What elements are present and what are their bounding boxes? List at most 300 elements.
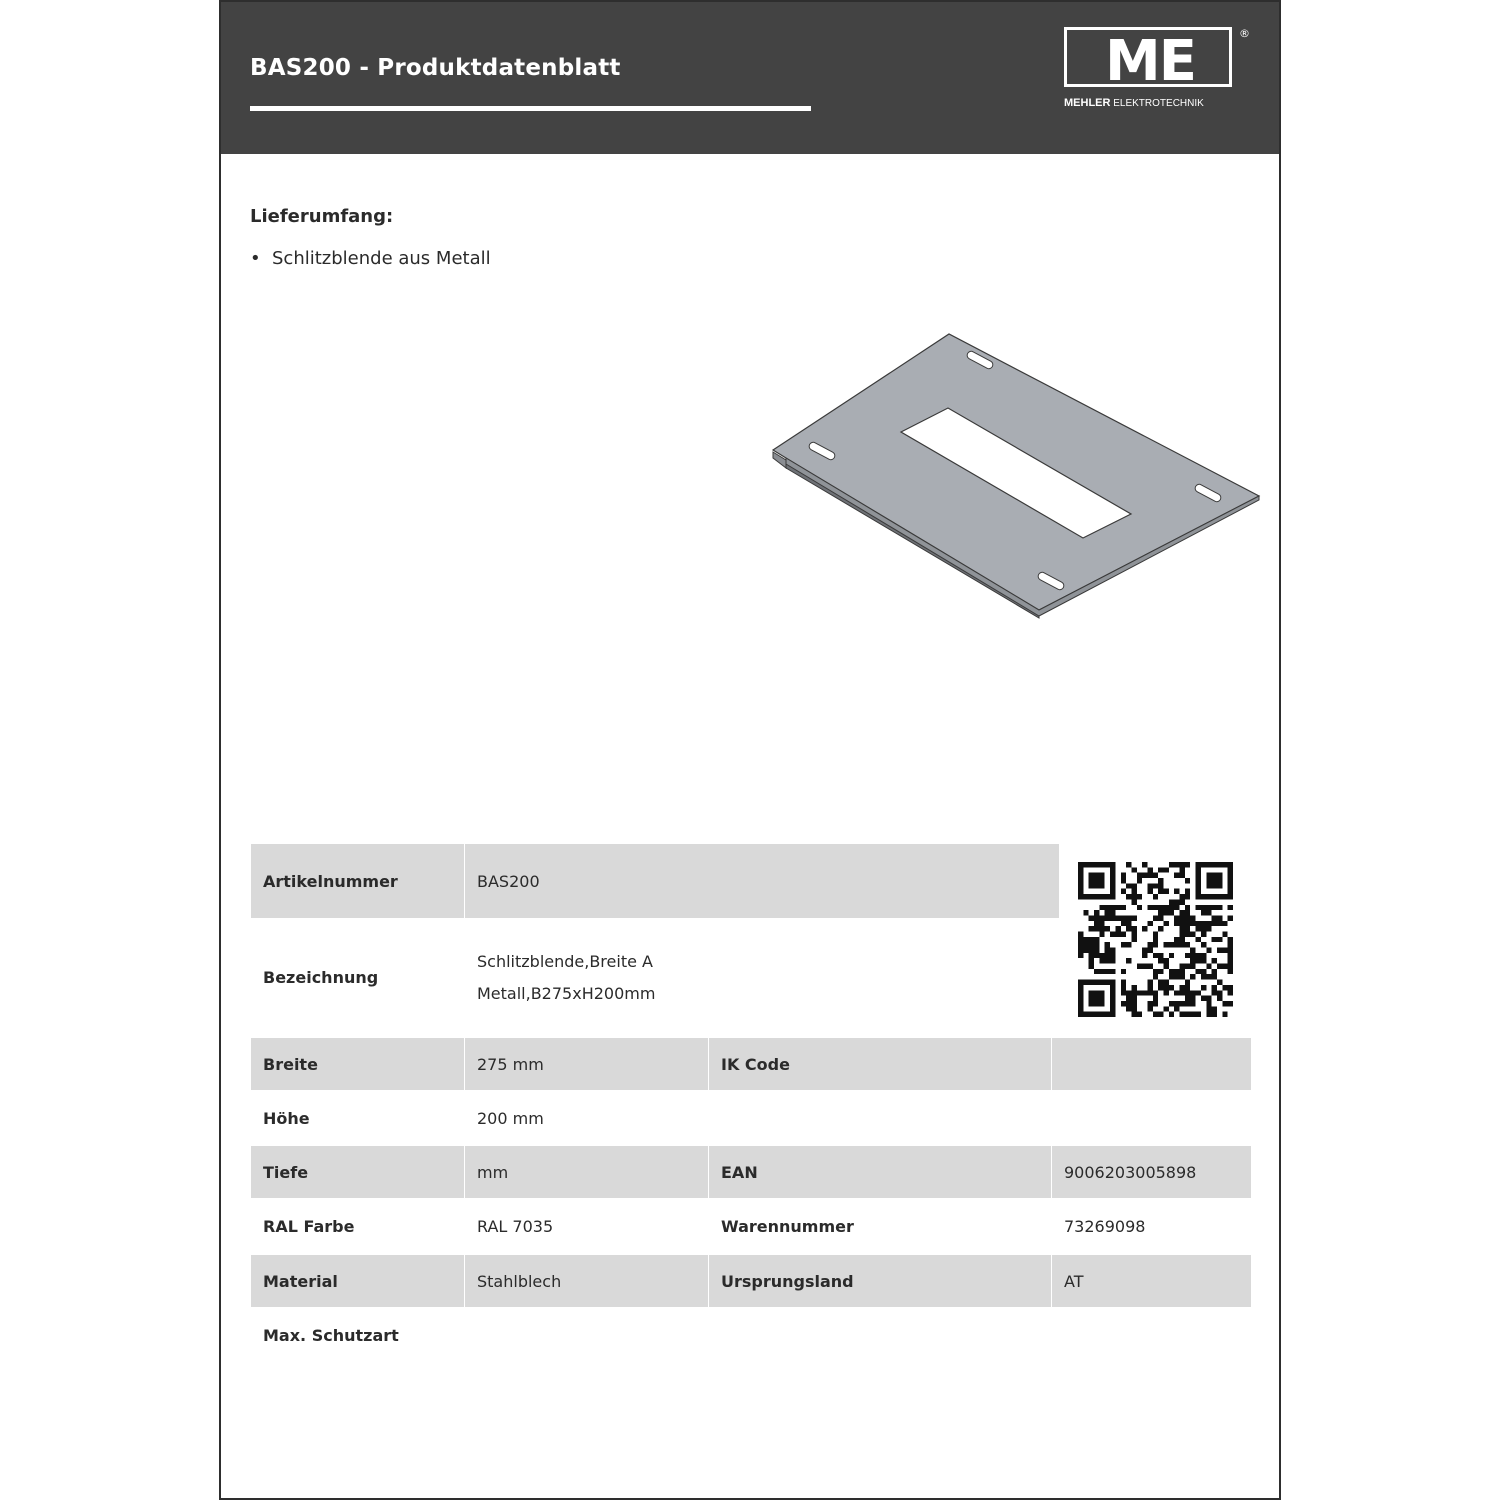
qr-module [1078, 878, 1083, 883]
qr-module [1174, 921, 1179, 926]
qr-module [1078, 942, 1083, 947]
qr-module [1110, 990, 1115, 995]
qr-module [1121, 915, 1126, 920]
qr-module [1180, 974, 1185, 979]
qr-module [1212, 985, 1217, 990]
qr-module [1142, 862, 1147, 867]
logo-me-mark [1074, 35, 1226, 83]
qr-module [1180, 899, 1185, 904]
qr-module [1083, 980, 1088, 985]
qr-module [1201, 996, 1206, 1001]
qr-module [1153, 974, 1158, 979]
qr-module [1201, 953, 1206, 958]
qr-module [1153, 1001, 1158, 1006]
qr-module [1217, 878, 1222, 883]
qr-module [1121, 969, 1126, 974]
qr-module [1196, 921, 1201, 926]
product-image [771, 330, 1261, 622]
qr-module [1185, 878, 1190, 883]
qr-module [1099, 894, 1104, 899]
qr-module [1174, 915, 1179, 920]
qr-module [1217, 883, 1222, 888]
qr-module [1083, 862, 1088, 867]
qr-module [1212, 958, 1217, 963]
qr-module [1196, 990, 1201, 995]
bullet-icon: • [250, 248, 261, 269]
qr-module [1206, 964, 1211, 969]
qr-module [1147, 921, 1152, 926]
qr-module [1180, 1001, 1185, 1006]
qr-module [1164, 1006, 1169, 1011]
qr-module [1185, 980, 1190, 985]
qr-module [1089, 948, 1094, 953]
qr-module [1228, 953, 1233, 958]
scope-item [250, 248, 491, 269]
qr-module [1126, 894, 1131, 899]
qr-module [1105, 958, 1110, 963]
qr-module [1110, 931, 1115, 936]
logo-sub-text: ELEKTROTECHNIK [1113, 98, 1204, 109]
qr-module [1078, 1006, 1083, 1011]
qr-module [1147, 867, 1152, 872]
qr-module [1105, 862, 1110, 867]
qr-module [1094, 948, 1099, 953]
qr-module [1089, 996, 1094, 1001]
qr-module [1174, 942, 1179, 947]
qr-module [1110, 969, 1115, 974]
qr-module [1142, 873, 1147, 878]
qr-module [1201, 926, 1206, 931]
qr-module [1126, 862, 1131, 867]
qr-module [1137, 990, 1142, 995]
qr-module [1169, 953, 1174, 958]
qr-module [1089, 937, 1094, 942]
qr-module [1206, 905, 1211, 910]
qr-module [1196, 958, 1201, 963]
qr-module [1180, 990, 1185, 995]
qr-module [1126, 942, 1131, 947]
qr-module [1153, 1012, 1158, 1017]
qr-module [1164, 942, 1169, 947]
qr-module [1201, 910, 1206, 915]
qr-module [1164, 964, 1169, 969]
logo-subtitle [1064, 97, 1204, 109]
qr-module [1206, 1006, 1211, 1011]
registered-mark: ® [1239, 27, 1250, 40]
qr-module [1147, 889, 1152, 894]
qr-module [1115, 926, 1120, 931]
depth-value: mm [465, 1146, 708, 1198]
qr-module [1131, 889, 1136, 894]
qr-module [1099, 873, 1104, 878]
qr-module [1078, 894, 1083, 899]
qr-module [1089, 878, 1094, 883]
qr-module [1206, 873, 1211, 878]
qr-module [1217, 905, 1222, 910]
qr-module [1153, 915, 1158, 920]
qr-module [1089, 926, 1094, 931]
qr-module [1185, 921, 1190, 926]
qr-module [1099, 996, 1104, 1001]
qr-module [1126, 1006, 1131, 1011]
qr-module [1185, 915, 1190, 920]
qr-module [1110, 953, 1115, 958]
qr-module [1105, 953, 1110, 958]
qr-module [1206, 862, 1211, 867]
qr-module [1228, 889, 1233, 894]
qr-module [1099, 921, 1104, 926]
qr-module [1190, 931, 1195, 936]
qr-module [1228, 1001, 1233, 1006]
qr-module [1153, 953, 1158, 958]
qr-module [1078, 889, 1083, 894]
title-underline [250, 106, 811, 111]
qr-module [1180, 921, 1185, 926]
qr-module [1153, 883, 1158, 888]
ean-value: 9006203005898 [1052, 1146, 1251, 1198]
qr-module [1180, 969, 1185, 974]
qr-module [1121, 873, 1126, 878]
qr-module [1206, 1001, 1211, 1006]
qr-module [1217, 862, 1222, 867]
qr-module [1089, 862, 1094, 867]
qr-module [1180, 862, 1185, 867]
qr-module [1174, 889, 1179, 894]
qr-module [1180, 964, 1185, 969]
qr-module [1131, 867, 1136, 872]
article-value: BAS200 [465, 844, 1059, 918]
qr-module [1196, 905, 1201, 910]
qr-module [1196, 894, 1201, 899]
qr-module [1105, 910, 1110, 915]
qr-module [1110, 867, 1115, 872]
material-value: Stahlblech [465, 1255, 708, 1307]
qr-module [1174, 899, 1179, 904]
qr-module [1126, 1001, 1131, 1006]
qr-module [1110, 878, 1115, 883]
qr-module [1206, 910, 1211, 915]
qr-module [1217, 894, 1222, 899]
qr-module [1121, 942, 1126, 947]
qr-module [1121, 990, 1126, 995]
qr-module [1206, 1012, 1211, 1017]
qr-module [1158, 985, 1163, 990]
qr-module [1089, 1001, 1094, 1006]
qr-module [1142, 964, 1147, 969]
qr-module [1228, 867, 1233, 872]
qr-module [1196, 883, 1201, 888]
goods-number-label: Warennummer [721, 1216, 854, 1236]
qr-module [1174, 1006, 1179, 1011]
qr-module [1115, 915, 1120, 920]
qr-module [1201, 969, 1206, 974]
qr-module [1174, 905, 1179, 910]
qr-module [1153, 905, 1158, 910]
qr-module [1121, 931, 1126, 936]
qr-module [1147, 1001, 1152, 1006]
qr-module [1094, 910, 1099, 915]
qr-module [1126, 883, 1131, 888]
qr-module [1094, 1012, 1099, 1017]
qr-module [1169, 862, 1174, 867]
qr-module [1217, 964, 1222, 969]
qr-module [1212, 974, 1217, 979]
qr-module [1110, 1012, 1115, 1017]
qr-module [1185, 996, 1190, 1001]
qr-module [1190, 974, 1195, 979]
qr-module [1131, 883, 1136, 888]
qr-module [1206, 921, 1211, 926]
svg-text:ME: ME [1105, 35, 1195, 83]
qr-module [1094, 942, 1099, 947]
qr-module [1153, 942, 1158, 947]
qr-module [1201, 905, 1206, 910]
qr-module [1131, 926, 1136, 931]
qr-module [1137, 894, 1142, 899]
qr-module [1228, 878, 1233, 883]
qr-module [1147, 883, 1152, 888]
qr-module [1110, 996, 1115, 1001]
qr-module [1099, 953, 1104, 958]
ik-code-value [1052, 1038, 1251, 1090]
qr-module [1105, 1012, 1110, 1017]
qr-module [1105, 948, 1110, 953]
header-bar [221, 2, 1279, 154]
qr-module [1089, 964, 1094, 969]
qr-module [1078, 948, 1083, 953]
ean-label: EAN [709, 1146, 1051, 1198]
qr-module [1196, 889, 1201, 894]
qr-module [1196, 969, 1201, 974]
qr-module [1190, 1012, 1195, 1017]
goods-number-value: 73269098 [1064, 1216, 1146, 1236]
qr-module [1180, 942, 1185, 947]
qr-module [1110, 905, 1115, 910]
qr-module [1185, 926, 1190, 931]
qr-module [1201, 931, 1206, 936]
qr-module [1110, 985, 1115, 990]
qr-module [1137, 905, 1142, 910]
qr-module [1078, 883, 1083, 888]
qr-module [1078, 931, 1083, 936]
qr-module [1222, 862, 1227, 867]
qr-module [1228, 862, 1233, 867]
designation-value [465, 918, 1059, 1037]
qr-module [1083, 1012, 1088, 1017]
qr-module [1206, 883, 1211, 888]
qr-module [1147, 873, 1152, 878]
qr-module [1142, 953, 1147, 958]
qr-module [1206, 948, 1211, 953]
qr-module [1142, 990, 1147, 995]
qr-module [1158, 905, 1163, 910]
qr-module [1185, 990, 1190, 995]
qr-module [1222, 894, 1227, 899]
qr-module [1094, 915, 1099, 920]
qr-module [1201, 974, 1206, 979]
qr-module [1083, 910, 1088, 915]
qr-module [1164, 980, 1169, 985]
qr-module [1217, 948, 1222, 953]
qr-module [1212, 969, 1217, 974]
qr-module [1228, 894, 1233, 899]
qr-module [1158, 878, 1163, 883]
qr-module [1228, 964, 1233, 969]
qr-module [1131, 996, 1136, 1001]
logo-brand: MEHLER [1064, 97, 1111, 109]
qr-module [1180, 915, 1185, 920]
qr-module [1228, 958, 1233, 963]
qr-module [1094, 1001, 1099, 1006]
qr-module [1180, 985, 1185, 990]
qr-module [1190, 996, 1195, 1001]
qr-module [1094, 969, 1099, 974]
qr-module [1201, 958, 1206, 963]
qr-module [1147, 948, 1152, 953]
qr-module [1212, 921, 1217, 926]
ral-value: RAL 7035 [477, 1216, 554, 1236]
qr-module [1078, 985, 1083, 990]
qr-module [1110, 1001, 1115, 1006]
qr-module [1212, 990, 1217, 995]
qr-module [1169, 899, 1174, 904]
qr-module [1217, 921, 1222, 926]
qr-module [1078, 1012, 1083, 1017]
qr-module [1212, 1006, 1217, 1011]
page-title: BAS200 - Produktdatenblatt [250, 55, 621, 81]
qr-module [1078, 1001, 1083, 1006]
qr-module [1228, 915, 1233, 920]
qr-module [1169, 1001, 1174, 1006]
qr-module [1094, 953, 1099, 958]
qr-module [1078, 980, 1083, 985]
qr-module [1196, 926, 1201, 931]
qr-module [1089, 942, 1094, 947]
qr-module [1169, 910, 1174, 915]
qr-module [1222, 964, 1227, 969]
qr-module [1078, 953, 1083, 958]
qr-module [1121, 921, 1126, 926]
qr-module [1180, 910, 1185, 915]
ik-code-label: IK Code [709, 1038, 1051, 1090]
qr-module [1131, 990, 1136, 995]
qr-module [1196, 1012, 1201, 1017]
qr-module [1158, 953, 1163, 958]
qr-module [1115, 931, 1120, 936]
qr-module [1222, 921, 1227, 926]
qr-module [1121, 905, 1126, 910]
qr-module [1180, 873, 1185, 878]
qr-module [1105, 980, 1110, 985]
qr-module [1078, 862, 1083, 867]
qr-module [1217, 980, 1222, 985]
qr-module [1180, 1012, 1185, 1017]
qr-module [1089, 915, 1094, 920]
qr-module [1212, 873, 1217, 878]
qr-module [1094, 862, 1099, 867]
qr-module [1222, 931, 1227, 936]
qr-module [1169, 969, 1174, 974]
qr-module [1110, 958, 1115, 963]
qr-module [1169, 942, 1174, 947]
qr-module [1174, 937, 1179, 942]
qr-module [1094, 980, 1099, 985]
qr-module [1196, 937, 1201, 942]
qr-module [1180, 937, 1185, 942]
qr-module [1212, 878, 1217, 883]
qr-module [1121, 889, 1126, 894]
qr-module [1206, 996, 1211, 1001]
qr-module [1099, 969, 1104, 974]
qr-module [1099, 878, 1104, 883]
qr-module [1228, 873, 1233, 878]
qr-module [1222, 1012, 1227, 1017]
qr-module [1094, 894, 1099, 899]
qr-module [1164, 921, 1169, 926]
material-label: Material [251, 1255, 464, 1307]
qr-module [1126, 926, 1131, 931]
mehler-logo [1064, 27, 1250, 117]
qr-module [1094, 921, 1099, 926]
qr-module [1121, 980, 1126, 985]
qr-module [1142, 948, 1147, 953]
qr-module [1110, 889, 1115, 894]
scope-list [250, 248, 491, 269]
qr-module [1158, 910, 1163, 915]
qr-module [1105, 926, 1110, 931]
qr-module [1147, 905, 1152, 910]
qr-module [1094, 937, 1099, 942]
qr-module [1196, 862, 1201, 867]
qr-module [1147, 1006, 1152, 1011]
qr-module [1099, 915, 1104, 920]
qr-module [1222, 948, 1227, 953]
qr-module [1180, 894, 1185, 899]
qr-module [1212, 905, 1217, 910]
qr-module [1099, 926, 1104, 931]
qr-module [1185, 985, 1190, 990]
height-value: 200 mm [477, 1108, 544, 1128]
qr-module [1185, 910, 1190, 915]
qr-module [1110, 862, 1115, 867]
qr-module [1201, 985, 1206, 990]
qr-module [1110, 894, 1115, 899]
qr-module [1083, 894, 1088, 899]
qr-module [1212, 937, 1217, 942]
qr-module [1158, 1012, 1163, 1017]
qr-module [1206, 926, 1211, 931]
qr-module [1105, 915, 1110, 920]
qr-module [1099, 1012, 1104, 1017]
qr-module [1094, 883, 1099, 888]
qr-module [1078, 873, 1083, 878]
qr-module [1206, 974, 1211, 979]
qr-module [1142, 926, 1147, 931]
qr-module [1147, 990, 1152, 995]
scope-item-label: Schlitzblende aus Metall [272, 248, 491, 269]
qr-module [1131, 985, 1136, 990]
qr-module [1126, 921, 1131, 926]
qr-module [1185, 964, 1190, 969]
origin-label: Ursprungsland [709, 1255, 1051, 1307]
qr-module [1153, 894, 1158, 899]
qr-module [1131, 931, 1136, 936]
qr-module [1185, 931, 1190, 936]
qr-module [1153, 996, 1158, 1001]
qr-module [1212, 894, 1217, 899]
qr-module [1110, 948, 1115, 953]
qr-module [1185, 953, 1190, 958]
